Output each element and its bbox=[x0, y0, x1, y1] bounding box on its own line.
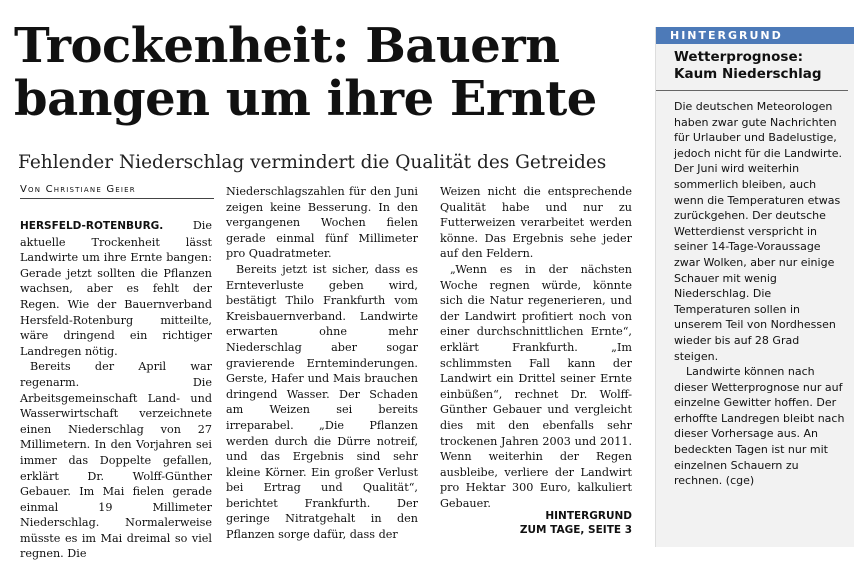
sidebar-title-line-2: Kaum Niederschlag bbox=[674, 66, 822, 82]
article-dateline: HERSFELD-ROTENBURG. bbox=[20, 220, 164, 232]
cross-reference[interactable] bbox=[440, 509, 632, 537]
article-headline bbox=[14, 20, 634, 126]
cross-reference-line-1: HINTERGRUND bbox=[545, 510, 632, 523]
column-1-paragraph-2: Bereits der April war regenarm. Die Arbeitsgemeinschaft Land- und Wasserwirtschaft verzeichnete einen Niederschlag von 27 Millimetern. In den Vorjahren sei immer das Doppelte gefallen, erklärt Dr. Wolff-Günther Gebauer. Im Mai fielen gerade einmal 19 Millimeter Niederschlag. Normalerweise müsste es im Mai dreimal so viel regnen. Die bbox=[20, 360, 212, 561]
column-1-paragraph-1 bbox=[20, 218, 212, 359]
headline-line-1: Trockenheit: Bauern bbox=[14, 18, 560, 74]
column-2-paragraph-1: Niederschlagszahlen für den Juni zeigen keine Besserung. In den vergangenen Wochen fielen gerade einmal fünf Millimeter pro Quadratmeter. bbox=[226, 185, 418, 261]
background-sidebar bbox=[655, 27, 854, 547]
cross-reference-line-2: ZUM TAGE, SEITE 3 bbox=[519, 524, 632, 537]
sidebar-body bbox=[656, 91, 854, 489]
sidebar-paragraph-2: Landwirte können nach dieser Wetterprognose nur auf einzelne Gewitter hoffen. Der erhoffte Landregen bleibt nach dieser Vorhersage aus. An bedeckten Tagen ist nur mit einzelnen Schauern zu rechnen. (cge) bbox=[674, 365, 845, 488]
column-3-paragraph-2: „Wenn es in der nächsten Woche regnen würde, könnte sich die Natur regenerieren, und der Landwirt profitiert noch von einer durchschnittlichen Ernte“, erklärt Frankfurth. „Im schlimmsten Fall kann der Landwirt ein Drittel seiner Ernte einbüßen“, rechnet Dr. Wolff-Günther Gebauer und vergleicht dies mit den ebenfalls sehr trockenen Jahren 2003 und 2011. Wenn weiterhin der Regen ausbleibe, verliere der Landwirt pro Hektar 300 Euro, kalkuliert Gebauer. bbox=[440, 262, 632, 510]
column-3-paragraph-1: Weizen nicht die entsprechende Qualität habe und nur zu Futterweizen verarbeitet werden könne. Das Ergebnis sehe jeder auf den Feldern. bbox=[440, 185, 632, 261]
byline-text: Von Christiane Geier bbox=[20, 184, 136, 195]
article-byline bbox=[20, 184, 214, 199]
headline-line-2: bangen um ihre Ernte bbox=[14, 71, 597, 127]
column-2-paragraph-2: Bereits jetzt ist sicher, dass es Ernteverluste geben wird, bestätigt Thilo Frankfurth vom Kreisbauernverband. Landwirte erwarten ohne mehr Niederschlag aber sogar gravierende Ernteminderungen. Gerste, Hafer und Mais brauchen dringend Wasser. Der Schaden am Weizen sei bereits irreparabel. „Die Pflanzen werden durch die Dürre notreif, und das Ergebnis sind sehr kleine Körner. Ein großer Verlust bei Ertrag und Qualität“, berichtet Frankfurth. Der geringe Nitratgehalt in den Pflanzen sorge dafür, dass der bbox=[226, 262, 418, 542]
article-column-3 bbox=[440, 184, 632, 537]
column-1-paragraph-1-text: Die aktuelle Trockenheit lässt Landwirte um ihre Ernte bangen: Gerade jetzt sollten die Pflanzen wachsen, aber es fehlt der Regen. Wie der Bauernverband Hersfeld-Rotenburg mitteilte, wäre dringend ein richtiger Landregen nötig. bbox=[20, 219, 212, 358]
sidebar-paragraph-1: Die deutschen Meteorologen haben zwar gute Nachrichten für Urlauber und Badelustige, jedoch nicht für die Landwirte. Der Juni wird weiterhin sommerlich bleiben, auch wenn die Temperaturen etwas zurückgehen. Der deutsche Wetterdienst verspricht in seiner 14-Tage-Voraussage zwar Wolken, aber nur einige Schauer mit wenig Niederschlag. Die Temperaturen sollen in unserem Teil von Nordhessen wieder bis auf 28 Grad steigen. bbox=[674, 100, 843, 363]
sidebar-title-line-1: Wetterprognose: bbox=[674, 49, 804, 65]
sidebar-title bbox=[656, 44, 848, 91]
article-subline: Fehlender Niederschlag vermindert die Qualität des Getreides bbox=[18, 152, 607, 173]
article-column-1 bbox=[20, 218, 212, 562]
sidebar-label: HINTERGRUND bbox=[656, 27, 854, 44]
article-column-2 bbox=[226, 184, 418, 543]
